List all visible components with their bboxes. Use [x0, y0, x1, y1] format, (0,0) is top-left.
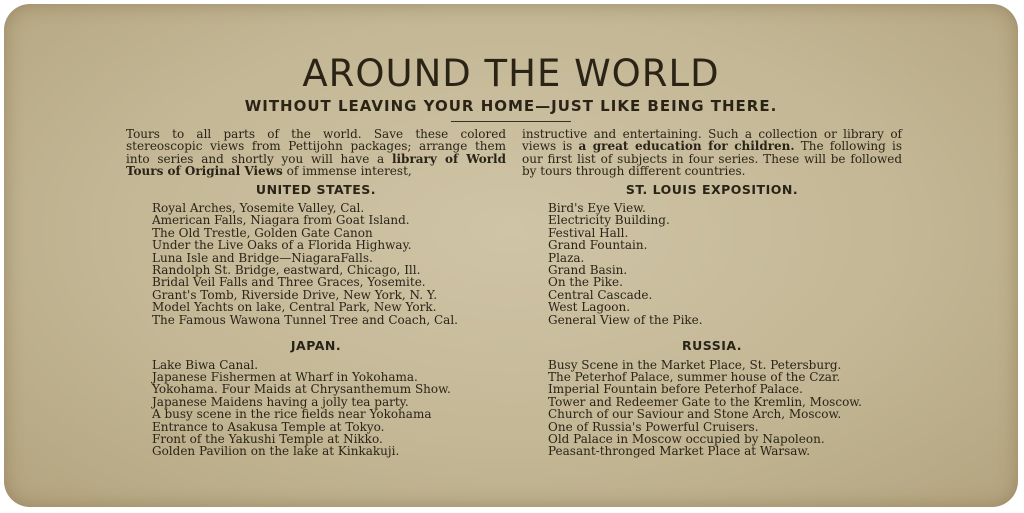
- section-heading-russia: RUSSIA.: [681, 338, 743, 354]
- section-heading-japan: JAPAN.: [290, 338, 342, 354]
- page-title: AROUND THE WORLD: [302, 52, 720, 95]
- list-item: Imperial Fountain before Peterhof Palace.: [548, 382, 803, 397]
- list-item: Luna Isle and Bridge—NiagaraFalls.: [152, 250, 373, 265]
- intro-right-text-end: The following is our first list of subjects in four series. These will be followed by tours through different countries.: [522, 139, 903, 179]
- list-item: A busy scene in the rice fields near Yokohama: [152, 407, 432, 422]
- intro-right: [522, 128, 902, 178]
- list-united-states: [126, 202, 506, 326]
- list-item: Front of the Yakushi Temple at Nikko.: [152, 431, 383, 446]
- list-russia: [522, 359, 902, 458]
- list-item: Grand Fountain.: [548, 238, 648, 253]
- list-item: Japanese Maidens having a jolly tea party.: [152, 394, 409, 409]
- list-item: Yokohama. Four Maids at Chrysanthemum Show.: [152, 382, 451, 397]
- intro-left-text: Tours to all parts of the world. Save these colored stereoscopic views from Pettijohn packages; arrange them into series and shortly you will have a: [126, 127, 506, 166]
- list-item: West Lagoon.: [548, 300, 631, 315]
- list-item: Plaza.: [548, 250, 585, 265]
- list-item: Grand Basin.: [548, 263, 628, 278]
- list-st-louis: [522, 202, 902, 326]
- list-item: Under the Live Oaks of a Florida Highway.: [152, 238, 412, 253]
- list-japan: [126, 359, 506, 458]
- stereoview-card-back: [4, 4, 1018, 507]
- list-item: Golden Pavilion on the lake at Kinkakuji.: [152, 444, 400, 459]
- list-item: Model Yachts on lake, Central Park, New York.: [152, 300, 437, 315]
- list-item: Randolph St. Bridge, eastward, Chicago, Ill.: [152, 263, 421, 278]
- list-item: General View of the Pike.: [548, 312, 703, 327]
- list-item: Church of our Saviour and Stone Arch, Moscow.: [548, 407, 842, 422]
- list-item: Japanese Fishermen at Wharf in Yokohama.: [152, 369, 418, 384]
- list-item: Bird's Eye View.: [548, 201, 646, 216]
- list-item: On the Pike.: [548, 275, 623, 290]
- list-item: Peasant-thronged Market Place at Warsaw.: [548, 444, 811, 459]
- list-item: The Old Trestle, Golden Gate Canon: [152, 225, 373, 240]
- intro-left: [126, 128, 506, 178]
- list-item: Grant's Tomb, Riverside Drive, New York, N. Y.: [152, 287, 438, 302]
- intro-right-text: instructive and entertaining. Such a collection or library of views is: [522, 127, 902, 154]
- list-item: Tower and Redeemer Gate to the Kremlin, Moscow.: [548, 394, 862, 409]
- intro-left-text-end: of immense interest,: [282, 164, 412, 179]
- left-column: [126, 128, 506, 458]
- list-item: The Peterhof Palace, summer house of the Czar.: [548, 369, 841, 384]
- intro-left-emphasis: library of World Tours of Original Views: [126, 151, 506, 179]
- list-item: The Famous Wawona Tunnel Tree and Coach, Cal.: [152, 312, 458, 327]
- right-column: [522, 128, 902, 458]
- list-item: Bridal Veil Falls and Three Graces, Yosemite.: [152, 275, 426, 290]
- list-item: Old Palace in Moscow occupied by Napoleon.: [548, 431, 825, 446]
- intro-right-emphasis: a great education for children.: [578, 139, 795, 154]
- section-heading-united-states: UNITED STATES.: [255, 181, 377, 197]
- title-divider: [451, 121, 571, 122]
- list-item: Busy Scene in the Market Place, St. Petersburg.: [548, 357, 842, 372]
- list-item: Lake Biwa Canal.: [152, 357, 259, 372]
- section-heading-st-louis: ST. LOUIS EXPOSITION.: [625, 181, 799, 197]
- list-item: Electricity Building.: [548, 213, 670, 228]
- list-item: Royal Arches, Yosemite Valley, Cal.: [152, 201, 365, 216]
- list-item: One of Russia's Powerful Cruisers.: [548, 419, 759, 434]
- list-item: Entrance to Asakusa Temple at Tokyo.: [152, 419, 385, 434]
- list-item: American Falls, Niagara from Goat Island.: [152, 213, 410, 228]
- list-item: Festival Hall.: [548, 225, 629, 240]
- list-item: Central Cascade.: [548, 287, 653, 302]
- page-subtitle: WITHOUT LEAVING YOUR HOME—JUST LIKE BEING THERE.: [244, 97, 778, 115]
